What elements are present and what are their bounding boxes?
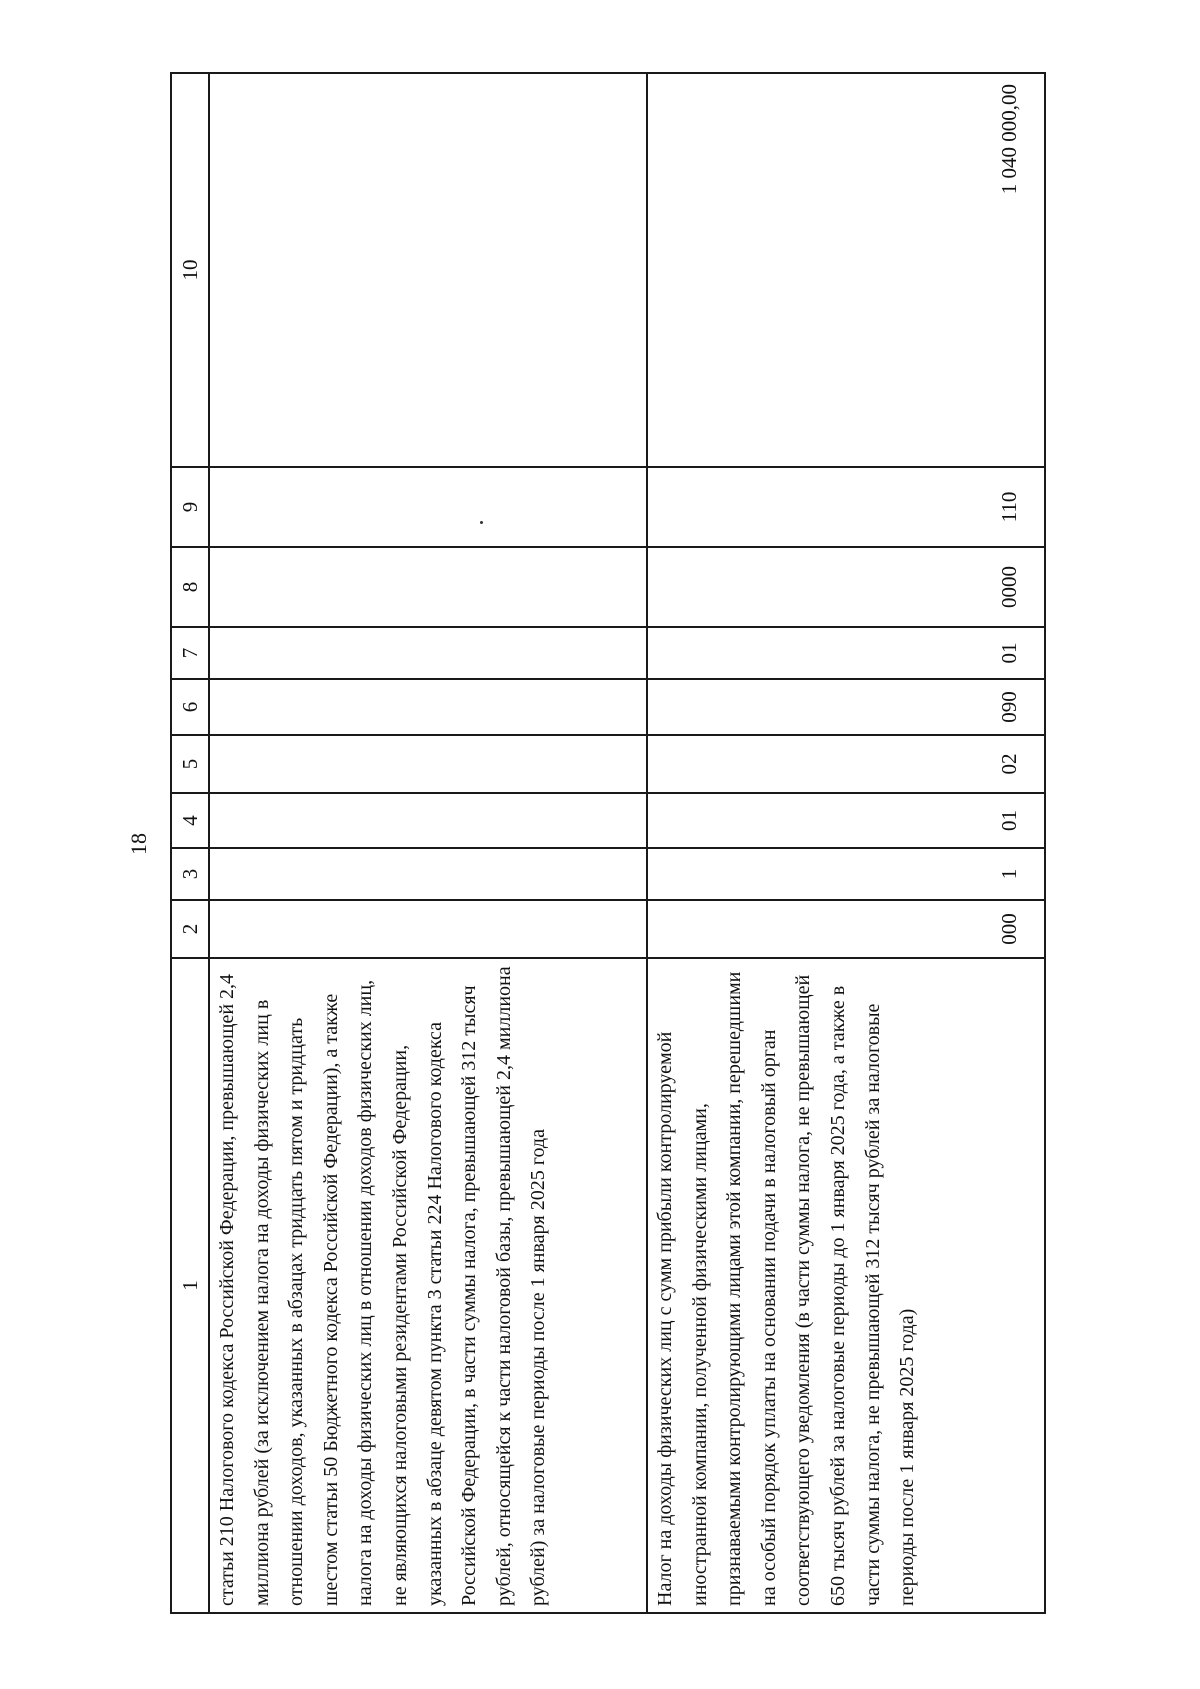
column-header: 1 bbox=[171, 958, 209, 1613]
amount-cell bbox=[209, 73, 647, 467]
column-header: 4 bbox=[171, 793, 209, 848]
column-header: 9 bbox=[171, 467, 209, 547]
row-description: Налог на доходы физических лиц с сумм прибыли контролируемой иностранной компании, полученной физическими лицами, признаваемыми контролирующими лицами этой компании, перешедшими на особый порядок уплаты на основании подачи в налоговый орган соответствующего уведомления (в части суммы налога, не превышающей 650 тысяч рублей за налоговые периоды до 1 января 2025 года, а также в части суммы налога, не превышающей 312 тысяч рублей за налоговые периоды после 1 января 2025 года) bbox=[647, 958, 1045, 1613]
column-header: 10 bbox=[171, 73, 209, 467]
code-cell bbox=[209, 735, 647, 793]
code-cell bbox=[209, 679, 647, 735]
code-cell bbox=[209, 793, 647, 848]
row-description: статьи 210 Налогового кодекса Российской Федерации, превышающей 2,4 миллиона рублей (за исключением налога на доходы физических лиц в отношении доходов, указанных в абзацах тридцать пятом и тридцать шестом статьи 50 Бюджетного кодекса Российской Федерации), а также налога на доходы физических лиц в отношении доходов физических лиц, не являющихся налоговыми резидентами Российской Федерации, указанных в абзаце девятом пункта 3 статьи 224 Налогового кодекса Российской Федерации, в части суммы налога, превышающей 312 тысяч рублей, относящейся к части налоговой базы, превышающей 2,4 миллиона рублей) за налоговые периоды после 1 января 2025 года bbox=[209, 958, 647, 1613]
code-cell bbox=[209, 627, 647, 679]
code-cell bbox=[209, 900, 647, 958]
column-header: 8 bbox=[171, 547, 209, 627]
column-number-header-row bbox=[171, 73, 209, 1613]
code-cell bbox=[209, 848, 647, 900]
code-cell bbox=[209, 467, 647, 547]
column-header: 2 bbox=[171, 900, 209, 958]
column-header: 6 bbox=[171, 679, 209, 735]
table-row bbox=[647, 73, 1045, 1613]
column-header: 7 bbox=[171, 627, 209, 679]
code-cell: 110 bbox=[647, 467, 1045, 547]
budget-revenue-table bbox=[170, 72, 1046, 1614]
rotated-sheet bbox=[110, 74, 1090, 1614]
code-cell: 01 bbox=[647, 627, 1045, 679]
code-cell: 0000 bbox=[647, 547, 1045, 627]
code-cell bbox=[209, 547, 647, 627]
code-cell: 1 bbox=[647, 848, 1045, 900]
table-row bbox=[209, 73, 647, 1613]
amount-cell: 1 040 000,00 bbox=[647, 73, 1045, 467]
scan-speck bbox=[480, 521, 483, 524]
column-header: 3 bbox=[171, 848, 209, 900]
code-cell: 090 bbox=[647, 679, 1045, 735]
page-number: 18 bbox=[126, 833, 151, 855]
code-cell: 01 bbox=[647, 793, 1045, 848]
code-cell: 02 bbox=[647, 735, 1045, 793]
code-cell: 000 bbox=[647, 900, 1045, 958]
column-header: 5 bbox=[171, 735, 209, 793]
